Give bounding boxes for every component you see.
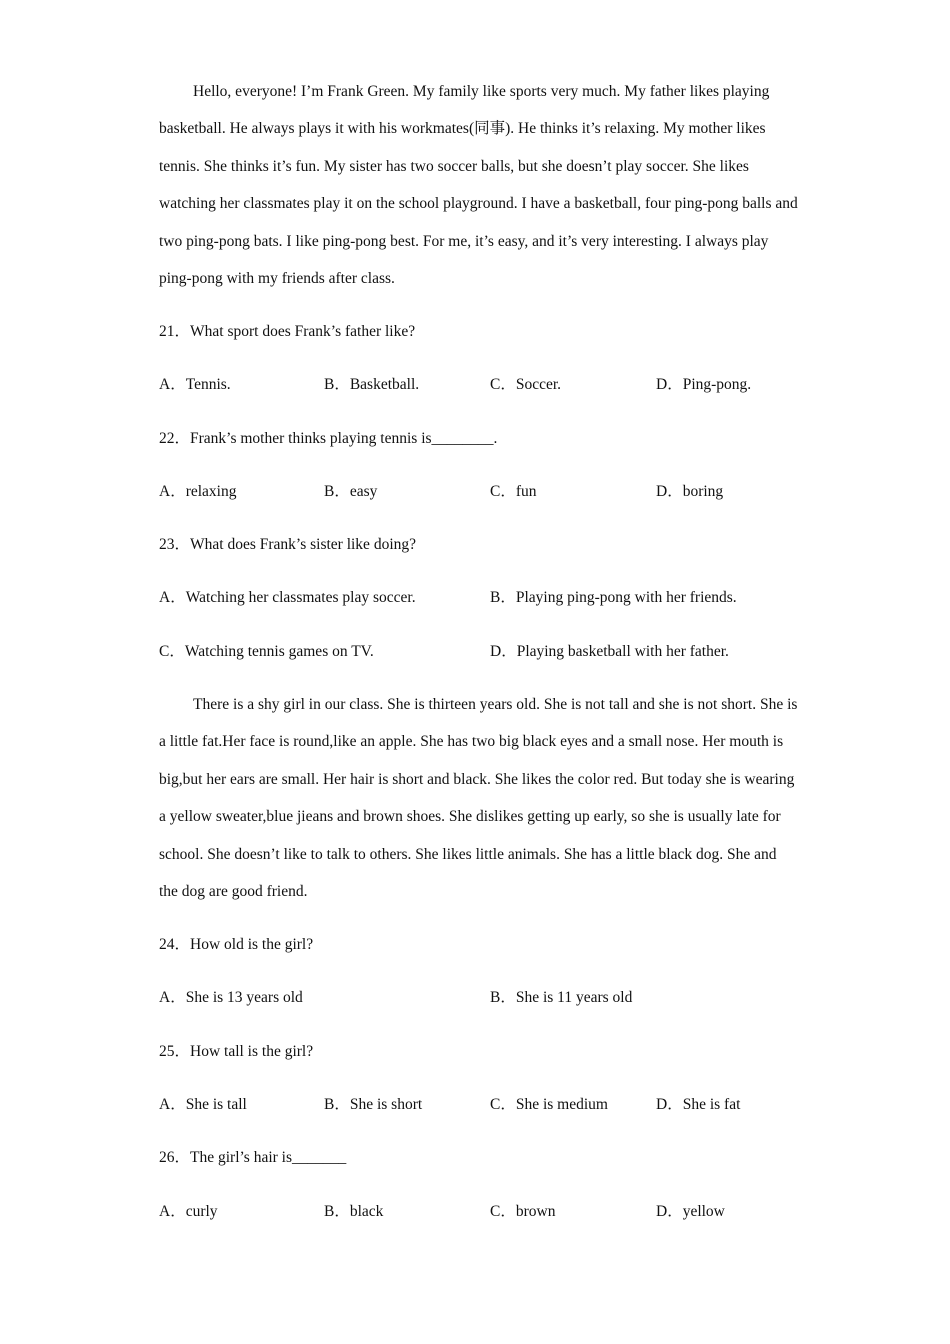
question-23: 23．What does Frank’s sister like doing? — [159, 536, 416, 553]
q24-option-b: B．She is 11 years old — [490, 989, 633, 1006]
q23-option-a: A．Watching her classmates play soccer. — [159, 589, 416, 606]
q26-option-d: D．yellow — [656, 1203, 725, 1220]
q26-option-c: C．brown — [490, 1203, 556, 1220]
q25-option-a: A．She is tall — [159, 1096, 247, 1113]
question-21: 21．What sport does Frank’s father like? — [159, 323, 416, 340]
q22-option-c: C．fun — [490, 483, 537, 500]
q22-option-a: A．relaxing — [159, 483, 237, 500]
reading-passage-1: Hello, everyone! I’m Frank Green. My family like sports very much. My father likes playing basketball. He always plays it with his workmates(同事). He thinks it’s relaxing. My mother likes tennis. She thinks it’s fun. My sister has two soccer balls, but she doesn’t play soccer. She likes watching her classmates play it on the school playground. I have a basketball, four ping-pong balls and two ping-pong bats. I like ping-pong best. For me, it’s easy, and it’s very interesting. I always play ping-pong with my friends after class. — [159, 83, 798, 288]
q21-option-b: B．Basketball. — [324, 376, 420, 393]
q23-option-c: C．Watching tennis games on TV. — [159, 643, 374, 660]
question-25: 25．How tall is the girl? — [159, 1043, 314, 1060]
q25-option-d: D．She is fat — [656, 1096, 741, 1113]
q26-option-b: B．black — [324, 1203, 384, 1220]
q24-option-a: A．She is 13 years old — [159, 989, 303, 1006]
q22-option-d: D．boring — [656, 483, 724, 500]
q25-option-c: C．She is medium — [490, 1096, 608, 1113]
reading-passage-2: There is a shy girl in our class. She is thirteen years old. She is not tall and she is not short. She is a little fat.Her face is round,like an apple. She has two big black eyes and a small nose. Her mouth is big,but her ears are small. Her hair is short and black. She likes the color red. But today she is wearing a yellow sweater,blue jieans and brown shoes. She dislikes getting up early, so she is usually late for school. She doesn’t like to talk to others. She likes little animals. She has a little black dog. She and the dog are good friend. — [159, 696, 798, 901]
question-22: 22．Frank’s mother thinks playing tennis is________. — [159, 430, 498, 447]
question-24: 24．How old is the girl? — [159, 936, 314, 953]
q25-option-b: B．She is short — [324, 1096, 423, 1113]
q21-option-d: D．Ping-pong. — [656, 376, 752, 393]
q21-option-a: A．Tennis. — [159, 376, 231, 393]
q23-option-d: D．Playing basketball with her father. — [490, 643, 729, 660]
q23-option-b: B．Playing ping-pong with her friends. — [490, 589, 737, 606]
question-26: 26．The girl’s hair is_______ — [159, 1149, 347, 1166]
q22-option-b: B．easy — [324, 483, 378, 500]
q21-option-c: C．Soccer. — [490, 376, 562, 393]
q26-option-a: A．curly — [159, 1203, 218, 1220]
